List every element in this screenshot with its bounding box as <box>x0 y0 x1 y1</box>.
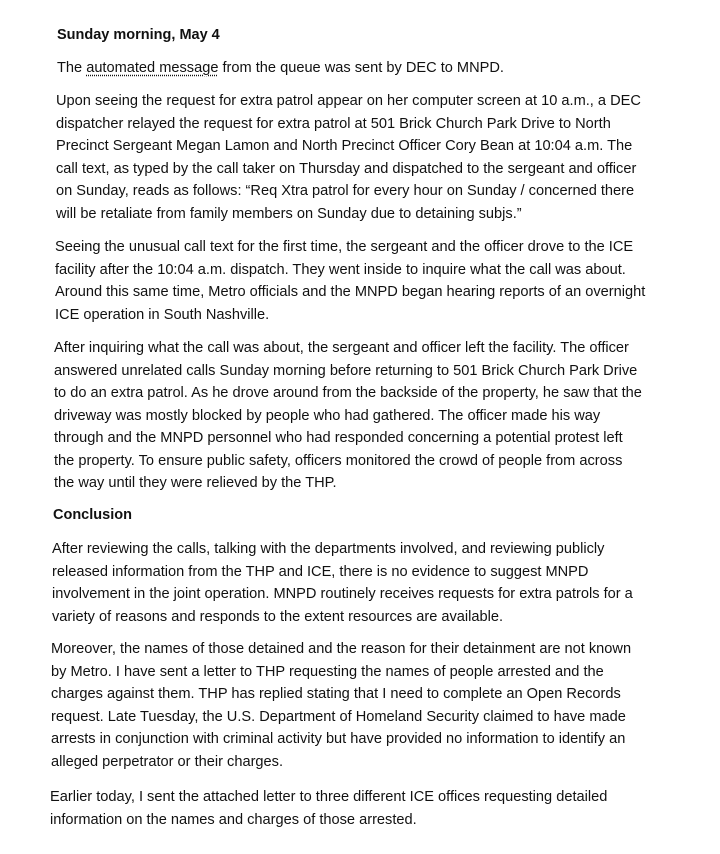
paragraph-line: on Sunday, reads as follows: “Req Xtra patrol for every hour on Sunday / concerned there <box>56 183 635 199</box>
paragraph-line: answered unrelated calls Sunday morning before returning to 501 Brick Church Park Drive <box>54 362 638 379</box>
automated-message-link[interactable]: automated message <box>86 60 219 76</box>
paragraph-line <box>57 57 504 80</box>
paragraph-line: Upon seeing the request for extra patrol appear on her computer screen at 10 a.m., a DEC <box>56 93 641 109</box>
paragraph-line: driveway was mostly blocked by people who had gathered. The officer made his way <box>54 407 601 424</box>
paragraph-line: After inquiring what the call was about, the sergeant and officer left the facility. The officer <box>54 340 629 356</box>
paragraph-detainment <box>51 638 631 773</box>
paragraph-line: to do an extra patrol. As he drove around from the backside of the property, he saw that the <box>54 385 642 401</box>
paragraph-line: ICE operation in South Nashville. <box>55 306 270 323</box>
heading-conclusion: Conclusion <box>53 507 132 523</box>
text-before-link: The <box>57 60 87 76</box>
heading-sunday-morning: Sunday morning, May 4 <box>57 27 220 43</box>
paragraph-line: Precinct Sergeant Megan Lamon and North Precinct Officer Cory Bean at 10:04 a.m. The <box>56 138 633 154</box>
paragraph-line: involvement in the joint operation. MNPD routinely receives requests for extra patrols for a <box>52 586 633 602</box>
paragraph-automated-message <box>57 57 504 80</box>
paragraph-line: Earlier today, I sent the attached letter to three different ICE offices requesting detailed <box>50 789 608 805</box>
paragraph-line: charges against them. THP has replied stating that I need to complete an Open Records <box>51 686 621 702</box>
paragraph-line: the property. To ensure public safety, officers monitored the crowd of people from across <box>54 452 623 469</box>
paragraph-line: will be retaliate from family members on Sunday due to detaining subjs.” <box>56 205 522 222</box>
paragraph-line: by Metro. I have sent a letter to THP requesting the names of people arrested and the <box>51 663 604 680</box>
paragraph-line: request. Late Tuesday, the U.S. Department of Homeland Security claimed to have made <box>51 708 626 725</box>
text-after-link: from the queue was sent by DEC to MNPD. <box>218 60 504 76</box>
paragraph-dispatch <box>56 90 641 225</box>
paragraph-ice-letter <box>50 786 607 831</box>
paragraph-line: dispatcher relayed the request for extra patrol at 501 Brick Church Park Drive to North <box>56 115 611 132</box>
paragraph-line: information on the names and charges of those arrested. <box>50 811 417 828</box>
paragraph-line: Seeing the unusual call text for the first time, the sergeant and the officer drove to the ICE <box>55 239 634 255</box>
paragraph-ice-facility <box>55 236 645 326</box>
paragraph-line: variety of reasons and responds to the extent resources are available. <box>52 608 504 625</box>
paragraph-line: alleged perpetrator or their charges. <box>51 753 284 770</box>
paragraph-line: After reviewing the calls, talking with the departments involved, and reviewing publicly <box>52 541 605 557</box>
paragraph-line: Moreover, the names of those detained and the reason for their detainment are not known <box>51 641 632 657</box>
paragraph-line: arrests in conjunction with criminal activity but have provided no information to identify an <box>51 731 626 747</box>
paragraph-line: through and the MNPD personnel who had responded concerning a potential protest left <box>54 430 623 446</box>
paragraph-line: facility after the 10:04 a.m. dispatch. They went inside to inquire what the call was about. <box>55 261 626 278</box>
paragraph-extra-patrol <box>54 337 642 495</box>
paragraph-line: released information from the THP and ICE, there is no evidence to suggest MNPD <box>52 563 589 580</box>
paragraph-line: Around this same time, Metro officials and the MNPD began hearing reports of an overnight <box>55 284 646 300</box>
paragraph-conclusion <box>52 538 633 628</box>
paragraph-line: the way until they were relieved by the THP. <box>54 475 337 491</box>
paragraph-line: call text, as typed by the call taker on Thursday and dispatched to the sergeant and officer <box>56 160 637 177</box>
